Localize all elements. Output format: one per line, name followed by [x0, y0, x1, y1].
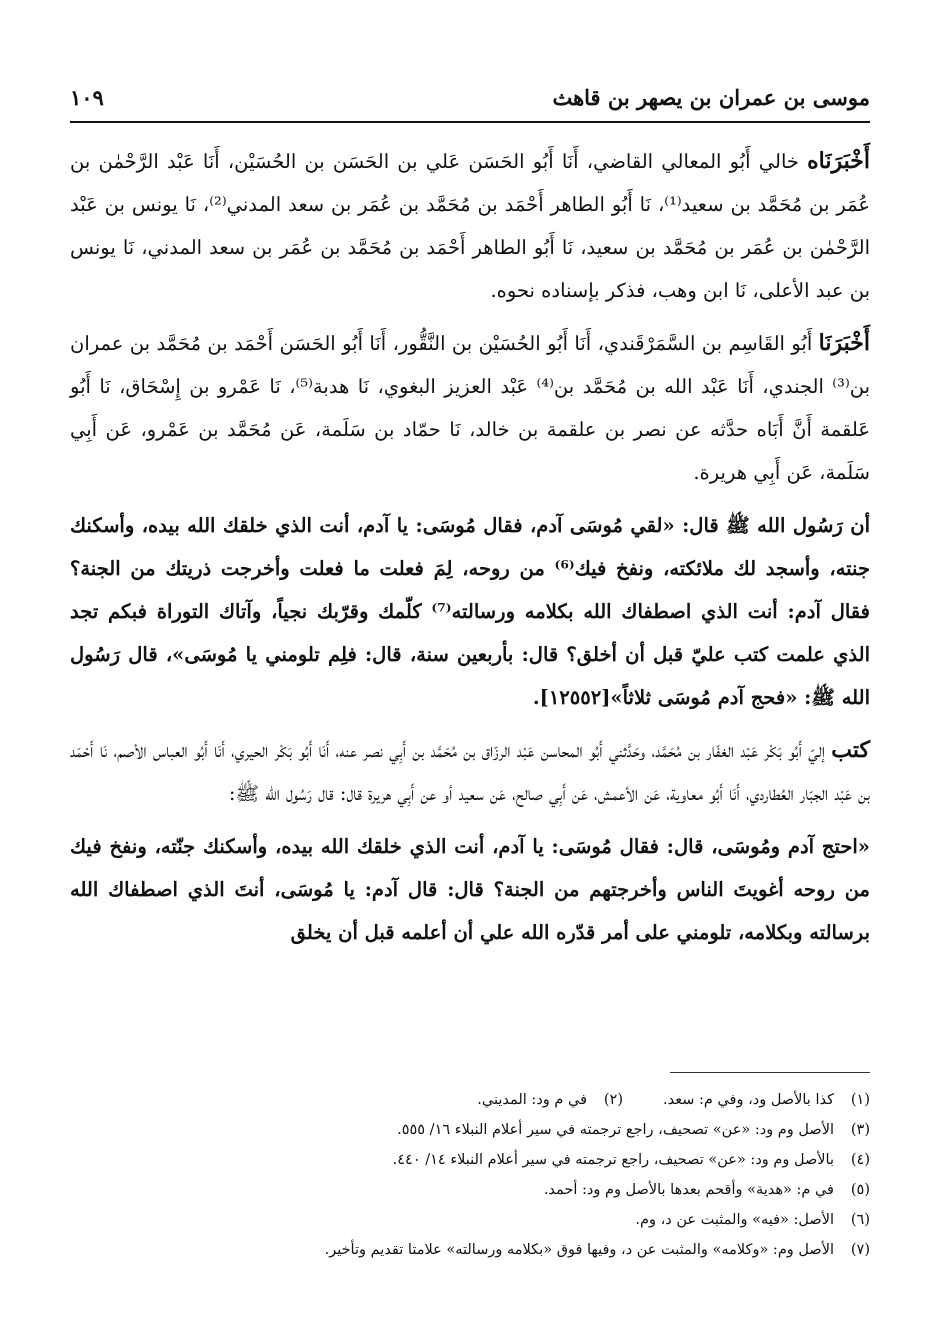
footnote-text: الأصل وم: «وكلامه» والمثبت عن د، وفيها فوق «بكلامه ورسالته» علامتا تقديم وتأخير. — [324, 1242, 834, 1258]
paragraph-text: أن رَسُول الله ﷺ قال: «لقي مُوسَى آدم، فقال مُوسَى: يا آدم، أنت الذي خلقك الله بيده، وأسكنك جنته، وأسجد لك ملائكته، ونفخ فيك⁽⁶⁾ من روحه، لِمَ فعلت ما فعلت وأخرجت ذريتك من الجنة؟ فقال آدم: أنت الذي اصطفاك الله بكلامه ورسالته⁽⁷⁾ كلّمك وقرّبك نجياً، وآتاك التوراة فبكم تجد الذي علمت كتب عليّ قبل أن أخلق؟ قال: بأربعين سنة، قال: فلِم تلومني يا مُوسَى»، قال رَسُول الله ﷺ: «فحج آدم مُوسَى ثلاثاً»[١٢٥٥٢]. — [70, 514, 870, 709]
footnote-number: (٧) — [850, 1242, 870, 1258]
paragraph-2 — [70, 322, 870, 494]
hadith-paragraph-2 — [70, 825, 870, 954]
footnote-number: (٥) — [850, 1182, 870, 1198]
footnote-pair — [70, 1085, 870, 1115]
paragraph-1 — [70, 140, 870, 312]
footnote-item — [70, 1145, 870, 1175]
footnote-text: كذا بالأصل ود، وفي م: سعد. — [663, 1092, 834, 1108]
paragraph-text: خالي أَبُو المعالي القاضي، أَنَا أَبُو الحَسَن عَلي بن الحَسَن بن الحُسَيْن، أَنَا عَبْد الرَّحْمٰن بن عُمَر بن مُحَمَّد بن سعيد⁽¹⁾، نَا أَبُو الطاهر أَحْمَد بن مُحَمَّد بن عُمَر بن سعد المدني⁽²⁾، نَا يونس بن عَبْد الرَّحْمٰن بن عُمَر بن مُحَمَّد بن سعيد، نَا أَبُو الطاهر أَحْمَد بن مُحَمَّد بن عُمَر بن سعد المدني، نَا يونس بن عبد الأعلى، نَا ابن وهب، فذكر بإسناده نحوه. — [70, 150, 871, 302]
footnote-number: (٣) — [850, 1122, 870, 1138]
paragraph-text: أَبُو القَاسِم بن السَّمَرْقَندي، أَنَا أَبُو الحُسَيْن بن النَّقُّور، أَنَا أَبُو الحَسَن أَحْمَد بن مُحَمَّد بن عمران بن⁽³⁾ الجندي، أَنَا عَبْد الله بن مُحَمَّد بن⁽⁴⁾ عَبْد العزيز البغوي، نَا هدبة⁽⁵⁾، نَا عَمْرو بن إِسْحَاق، نَا أَبُو عَلقمة أَنَّ أَبَاه حدَّثه عن نصر بن علقمة بن خالد، نَا حمّاد بن سَلَمة، عَن مُحَمَّد بن عَمْرو، عَن أَبِي سَلَمة، عَن أَبِي هريرة. — [70, 332, 870, 484]
footnote-divider — [670, 1072, 870, 1073]
footnote-item — [70, 1115, 870, 1145]
footnote-number: (٢) — [603, 1092, 623, 1108]
paragraph-lead: أَخْبَرَنَا — [818, 330, 870, 356]
header-rule — [70, 121, 870, 123]
hadith-paragraph — [70, 504, 870, 719]
paragraph-text: «احتج آدم ومُوسَى، قال: فقال مُوسَى: يا آدم، أنت الذي خلقك الله بيده، وأسكنك جنّته، ونفخ فيك من روحه أغويتَ الناس وأخرجتهم من الجنة؟ قال: قال آدم: يا مُوسَى، أنتَ الذي اصطفاك الله برسالته وبكلامه، تلومني على أمر قدّره الله علي أن أعلمه قبل أن يخلق — [70, 835, 870, 944]
page-header — [70, 70, 870, 110]
paragraph-text: إليّ أَبُو بَكْر عَبْد الغفّار بن مُحَمَّد، وحَدَّثني أَبُو المحاسن عَبْد الرزّاق بن مُحَمَّد بن أَبِي نصر عنه، أَنَا أَبُو بَكْر الحيري، أَنَا أَبُو العباس الأصم، نَا أَحْمَد بن عَبْد الجبّار العُطاردي، أَنَا أَبُو معاوية، عَن الأعمش، عَن أَبِي صالح، عَن سعيد أو عن أَبِي هريرة قال: قال رَسُول الله ﷺ: — [70, 739, 870, 805]
footnote-item — [70, 1175, 870, 1205]
footnote-item — [477, 1085, 623, 1115]
footnotes — [70, 1085, 870, 1265]
footnote-item — [663, 1085, 870, 1115]
paragraph-lead: أَخْبَرَنَاه — [807, 148, 870, 174]
footnote-text: الأصل: «فيه» والمثبت عن د، وم. — [635, 1212, 834, 1228]
document-page — [70, 0, 870, 1339]
footnote-number: (٦) — [850, 1212, 870, 1228]
main-text — [70, 140, 870, 964]
paragraph-4 — [70, 729, 870, 815]
footnote-text: في م: «هدية» وأقحم بعدها بالأصل وم ود: أحمد. — [543, 1182, 834, 1198]
page-number: ١٠٩ — [70, 85, 104, 110]
footnote-number: (١) — [850, 1092, 870, 1108]
footnote-text: بالأصل وم ود: «عن» تصحيف، راجع ترجمته في سير أعلام النبلاء ١٤/ ٤٤٠. — [392, 1152, 834, 1168]
footnote-text: في م ود: المديني. — [477, 1092, 587, 1108]
paragraph-lead: كتب — [831, 737, 870, 763]
footnote-item — [70, 1205, 870, 1235]
footnote-text: الأصل وم ود: «عن» تصحيف، راجع ترجمته في سير أعلام النبلاء ١٦/ ٥٥٥. — [397, 1122, 834, 1138]
running-title: موسى بن عمران بن يصهر بن قاهث — [552, 85, 870, 110]
footnote-item — [70, 1235, 870, 1265]
footnote-number: (٤) — [850, 1152, 870, 1168]
